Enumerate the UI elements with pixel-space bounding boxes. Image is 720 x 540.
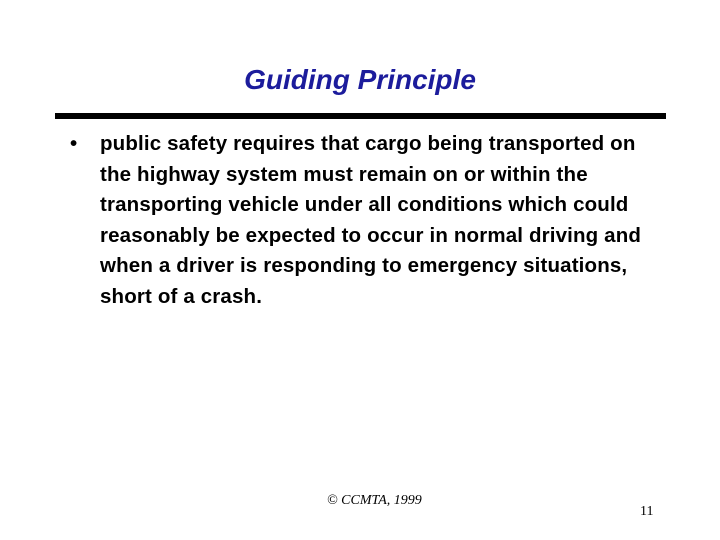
page-number: 11 — [640, 504, 654, 519]
bullet-marker: • — [70, 132, 78, 155]
copyright-footer: © CCMTA, 1999 — [327, 493, 422, 508]
bullet-text: public safety requires that cargo being transported on the highway system must remain on or within the transporting vehicle under all conditions which could reasonably be expected to occur in normal driving and when a driver is responding to emergency situations, short of a crash. — [100, 132, 642, 308]
bullet-item — [70, 129, 660, 312]
title-underline-rule — [55, 113, 666, 119]
slide-title: Guiding Principle — [244, 64, 476, 95]
bullet-list — [70, 129, 660, 312]
